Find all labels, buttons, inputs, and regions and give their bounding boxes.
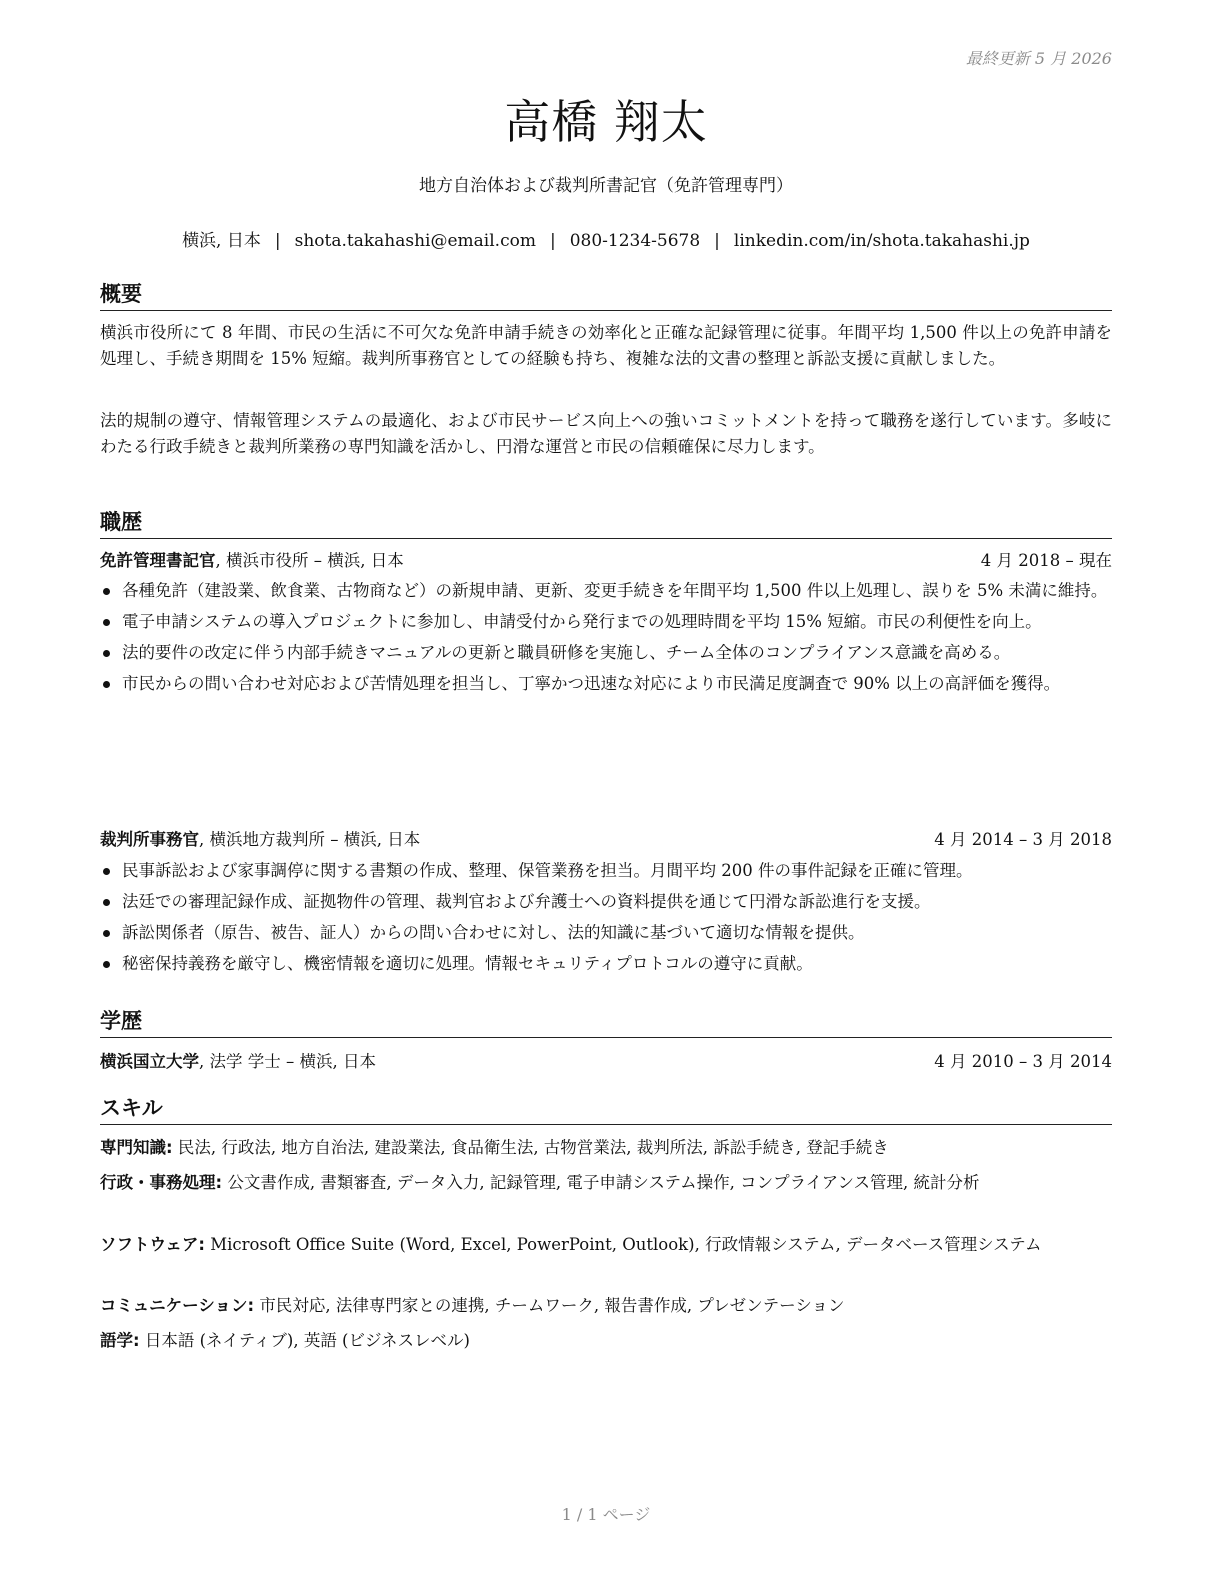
section-heading-experience: 職歴 (100, 506, 1112, 539)
bullet-icon (103, 868, 110, 875)
skill-value: Microsoft Office Suite (Word, Excel, PowerPoint, Outlook), 行政情報システム, データベース管理システム (204, 1235, 1042, 1254)
list-item (100, 951, 1112, 977)
contact-email[interactable]: shota.takahashi@email.com (294, 231, 536, 251)
bullet-icon (103, 650, 110, 657)
job-header (100, 549, 1112, 573)
bullet-text: 電子申請システムの導入プロジェクトに参加し、申請受付から発行までの処理時間を平均 15% 短縮。市民の利便性を向上。 (122, 612, 1042, 631)
education-detail: , 法学 学士 – 横浜, 日本 (199, 1052, 376, 1071)
skill-value: 日本語 (ネイティブ), 英語 (ビジネスレベル) (139, 1331, 470, 1350)
bullet-text: 各種免許（建設業、飲食業、古物商など）の新規申請、更新、変更手続きを年間平均 1,500 件以上処理し、誤りを 5% 未満に維持。 (122, 581, 1108, 600)
bullet-icon (103, 588, 110, 595)
job-dates: 4 月 2018 – 現在 (980, 551, 1112, 570)
skill-label: コミュニケーション: (100, 1296, 255, 1315)
candidate-name: 高橋 翔太 (504, 95, 708, 149)
contact-separator: | (714, 231, 720, 251)
skill-value: 民法, 行政法, 地方自治法, 建設業法, 食品衛生法, 古物営業法, 裁判所法, 訴訟手続き, 登記手続き (172, 1138, 889, 1157)
candidate-subtitle: 地方自治体および裁判所書記官（免許管理専門） (419, 176, 793, 196)
education-dates: 4 月 2010 – 3 月 2014 (934, 1052, 1112, 1071)
job-bullets (100, 578, 1112, 702)
education-entry (100, 1050, 1112, 1074)
job-dates: 4 月 2014 – 3 月 2018 (934, 830, 1112, 849)
skill-label: 専門知識: (100, 1138, 173, 1157)
skill-row (100, 1232, 1112, 1258)
list-item (100, 858, 1112, 884)
bullet-text: 秘密保持義務を厳守し、機密情報を適切に処理。情報セキュリティプロトコルの遵守に貢献。 (122, 954, 813, 973)
bullet-icon (103, 619, 110, 626)
job-org: , 横浜地方裁判所 – 横浜, 日本 (199, 830, 421, 849)
list-item (100, 920, 1112, 946)
contact-separator: | (274, 231, 281, 251)
section-heading-summary: 概要 (100, 278, 1112, 311)
bullet-icon (103, 899, 110, 906)
contact-line (100, 226, 1112, 251)
list-item (100, 889, 1112, 915)
bullet-text: 法廷での審理記録作成、証拠物件の管理、裁判官および弁護士への資料提供を通じて円滑な訴訟進行を支援。 (122, 892, 931, 911)
bullet-icon (103, 681, 110, 688)
list-item (100, 640, 1112, 666)
list-item (100, 671, 1112, 697)
list-item (100, 578, 1112, 604)
bullet-text: 訴訟関係者（原告、被告、証人）からの問い合わせに対し、法的知識に基づいて適切な情報を提供。 (122, 923, 865, 942)
resume-page (100, 0, 1112, 1584)
skill-row (100, 1293, 1112, 1319)
list-item (100, 609, 1112, 635)
skill-row (100, 1135, 1112, 1161)
contact-phone[interactable]: 080-1234-5678 (569, 231, 701, 251)
bullet-text: 市民からの問い合わせ対応および苦情処理を担当し、丁寧かつ迅速な対応により市民満足度調査で 90% 以上の高評価を獲得。 (122, 674, 1061, 693)
bullet-text: 民事訴訟および家事調停に関する書類の作成、整理、保管業務を担当。月間平均 200 件の事件記録を正確に管理。 (122, 861, 973, 880)
skill-label: 行政・事務処理: (100, 1173, 223, 1192)
section-heading-skills: スキル (100, 1092, 1112, 1125)
job-title: 免許管理書記官 (100, 551, 216, 570)
last-updated: 最終更新 5 月 2026 (965, 49, 1112, 68)
job-bullets (100, 858, 1112, 982)
skill-row (100, 1170, 1112, 1196)
bullet-icon (103, 930, 110, 937)
skill-label: ソフトウェア: (100, 1235, 205, 1254)
section-heading-education: 学歴 (100, 1005, 1112, 1038)
school-name: 横浜国立大学 (100, 1052, 199, 1071)
contact-linkedin[interactable]: linkedin.com/in/shota.takahashi.jp (733, 231, 1030, 251)
contact-location: 横浜, 日本 (182, 231, 261, 251)
bullet-text: 法的要件の改定に伴う内部手続きマニュアルの更新と職員研修を実施し、チーム全体のコンプライアンス意識を高める。 (122, 643, 1011, 662)
page-number: 1 / 1 ページ (561, 1505, 651, 1524)
job-header (100, 828, 1112, 852)
job-org: , 横浜市役所 – 横浜, 日本 (215, 551, 404, 570)
skill-row (100, 1328, 1112, 1354)
summary-paragraph: 法的規制の遵守、情報管理システムの最適化、および市民サービス向上への強いコミットメントを持って職務を遂行しています。多岐にわたる行政手続きと裁判所業務の専門知識を活かし、円滑な運営と市民の信頼確保に尽力します。 (100, 411, 1112, 456)
bullet-icon (103, 961, 110, 968)
job-title: 裁判所事務官 (100, 830, 199, 849)
skill-label: 語学: (100, 1331, 140, 1350)
skill-value: 市民対応, 法律専門家との連携, チームワーク, 報告書作成, プレゼンテーション (254, 1296, 845, 1315)
skill-value: 公文書作成, 書類審査, データ入力, 記録管理, 電子申請システム操作, コンプライアンス管理, 統計分析 (222, 1173, 980, 1192)
contact-separator: | (549, 231, 556, 251)
summary-paragraph: 横浜市役所にて 8 年間、市民の生活に不可欠な免許申請手続きの効率化と正確な記録管理に従事。年間平均 1,500 件以上の免許申請を処理し、手続き期間を 15% 短縮。裁判所事務官としての経験も持ち、複雑な法的文書の整理と訴訟支援に貢献しました。 (100, 323, 1112, 368)
